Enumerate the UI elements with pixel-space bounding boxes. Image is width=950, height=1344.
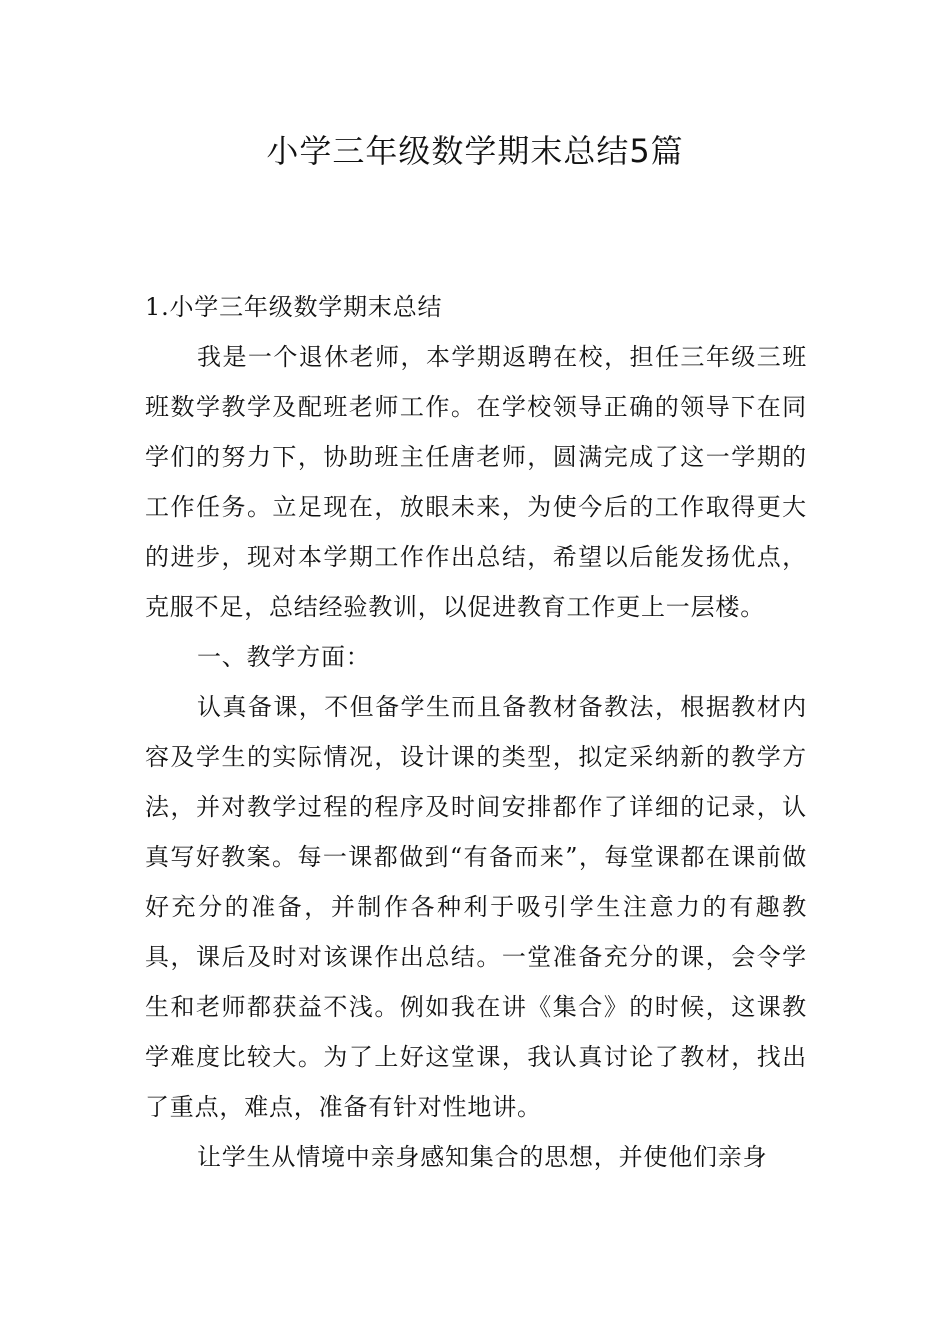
document-title: 小学三年级数学期末总结5篇: [266, 132, 684, 170]
paragraph-intro: 我是一个退休老师，本学期返聘在校，担任三年级三班班数学教学及配班老师工作。在学校领导正确的领导下在同学们的努力下，协助班主任唐老师，圆满完成了这一学期的工作任务。立足现在，放眼未来，为使今后的工作取得更大的进步，现对本学期工作作出总结，希望以后能发扬优点，克服不足，总结经验教训，以促进教育工作更上一层楼。: [145, 343, 807, 621]
paragraph-set-concept: 让学生从情境中亲身感知集合的思想，并使他们亲身: [197, 1143, 768, 1171]
section-heading: 1.小学三年级数学期末总结: [145, 293, 443, 321]
paragraph-lesson-prep: 认真备课，不但备学生而且备教材备教法，根据教材内容及学生的实际情况，设计课的类型，拟定采纳新的教学方法，并对教学过程的程序及时间安排都作了详细的记录，认真写好教案。每一课都做到“有备而来”，每堂课都在课前做好充分的准备，并制作各种利于吸引学生注意力的有趣教具，课后及时对该课作出总结。一堂准备充分的课，会令学生和老师都获益不浅。例如我在讲《集合》的时候，这课教学难度比较大。为了上好这堂课，我认真讨论了教材，找出了重点，难点，准备有针对性地讲。: [145, 693, 807, 1121]
subheading-teaching: 一、教学方面：: [197, 643, 371, 671]
document-body: [145, 282, 807, 1182]
